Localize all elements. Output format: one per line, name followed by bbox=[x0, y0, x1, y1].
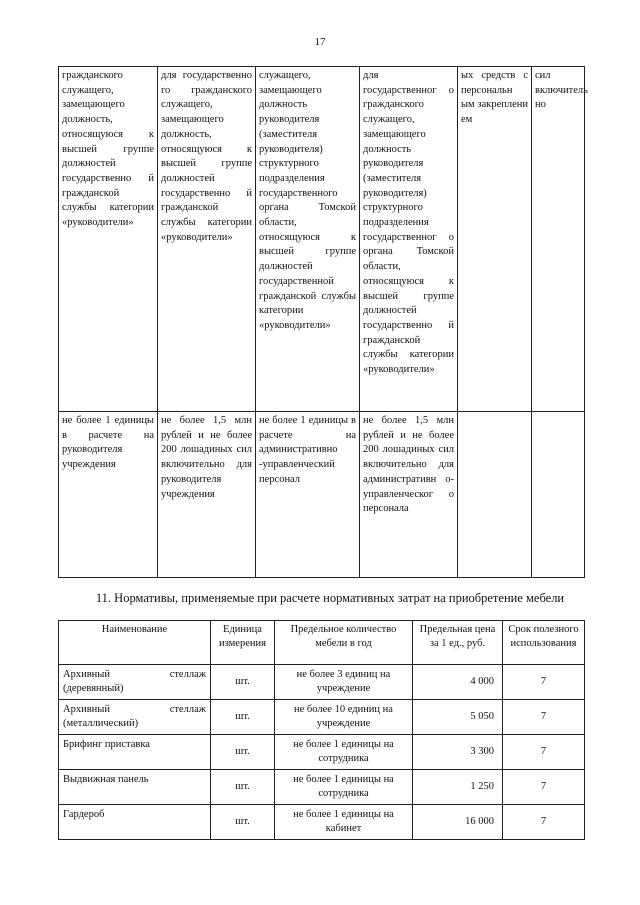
table-cell: гражданского служащего, замещающего должность, относящуюся к высшей группе должностей государственно й гражданской службы категории «руководители» bbox=[59, 67, 158, 412]
table-row bbox=[59, 67, 585, 412]
item-term: 7 bbox=[503, 770, 585, 805]
table-cell: для государственно го гражданского служащего, замещающего должность, относящуюся к высшей группе должностей государственно й гражданской службы категории «руководители» bbox=[158, 67, 256, 412]
item-term: 7 bbox=[503, 665, 585, 700]
item-term: 7 bbox=[503, 805, 585, 840]
table-header-row bbox=[59, 621, 585, 665]
table-cell: не более 1,5 млн рублей и не более 200 лошадиных сил включительно для руководителя учреждения bbox=[158, 412, 256, 578]
item-unit: шт. bbox=[211, 700, 275, 735]
item-unit: шт. bbox=[211, 805, 275, 840]
item-qty: не более 10 единиц на учреждение bbox=[275, 700, 413, 735]
item-qty: не более 1 единицы на сотрудника bbox=[275, 735, 413, 770]
item-price: 1 250 bbox=[413, 770, 503, 805]
item-price: 4 000 bbox=[413, 665, 503, 700]
item-name: Гардероб bbox=[59, 805, 211, 840]
item-unit: шт. bbox=[211, 770, 275, 805]
item-qty: не более 3 единиц на учреждение bbox=[275, 665, 413, 700]
column-header-name: Наименование bbox=[59, 621, 211, 665]
table-row bbox=[59, 412, 585, 578]
furniture-norms-table bbox=[58, 620, 585, 840]
item-name: Выдвижная панель bbox=[59, 770, 211, 805]
table-cell: не более 1 единицы в расчете на административно -управленческий персонал bbox=[256, 412, 360, 578]
column-header-unit: Единица измерения bbox=[211, 621, 275, 665]
table-cell: не более 1,5 млн рублей и не более 200 лошадиных сил включительно для административн о-управленческог о персонала bbox=[360, 412, 458, 578]
table-cell: для государственног о гражданского служащего, замещающего должность руководителя (заместителя руководителя) структурного подразделения государственног о органа Томской области, относящуюся к высшей группе должностей государственно й гражданской службы категории «руководители» bbox=[360, 67, 458, 412]
page-number: 17 bbox=[314, 36, 326, 48]
item-unit: шт. bbox=[211, 735, 275, 770]
table-row bbox=[59, 700, 585, 735]
table-cell: служащего, замещающего должность руководителя (заместителя руководителя) структурного подразделения государственного органа Томской области, относящуюся к высшей группе должностей государственной гражданской службы категории «руководители» bbox=[256, 67, 360, 412]
table-cell: сил включитель но bbox=[532, 67, 585, 412]
table-cell: не более 1 единицы в расчете на руководителя учреждения bbox=[59, 412, 158, 578]
item-name: Архивный стеллаж (деревянный) bbox=[59, 665, 211, 700]
column-header-qty: Предельное количество мебели в год bbox=[275, 621, 413, 665]
transport-norms-table bbox=[58, 66, 588, 578]
table-row bbox=[59, 735, 585, 770]
table-row bbox=[59, 665, 585, 700]
item-name: Брифинг приставка bbox=[59, 735, 211, 770]
column-header-term: Срок полезного использования bbox=[503, 621, 585, 665]
item-price: 3 300 bbox=[413, 735, 503, 770]
table-cell: ых средств с персональн ым закреплени ем bbox=[458, 67, 532, 412]
table-row bbox=[59, 770, 585, 805]
section-heading: 11. Нормативы, применяемые при расчете нормативных затрат на приобретение мебели bbox=[95, 591, 565, 605]
table-cell bbox=[532, 412, 585, 578]
item-qty: не более 1 единицы на кабинет bbox=[275, 805, 413, 840]
item-price: 16 000 bbox=[413, 805, 503, 840]
item-term: 7 bbox=[503, 735, 585, 770]
item-unit: шт. bbox=[211, 665, 275, 700]
item-term: 7 bbox=[503, 700, 585, 735]
item-name: Архивный стеллаж (металлический) bbox=[59, 700, 211, 735]
item-price: 5 050 bbox=[413, 700, 503, 735]
table-row bbox=[59, 805, 585, 840]
table-cell bbox=[458, 412, 532, 578]
item-qty: не более 1 единицы на сотрудника bbox=[275, 770, 413, 805]
column-header-price: Предельная цена за 1 ед., руб. bbox=[413, 621, 503, 665]
